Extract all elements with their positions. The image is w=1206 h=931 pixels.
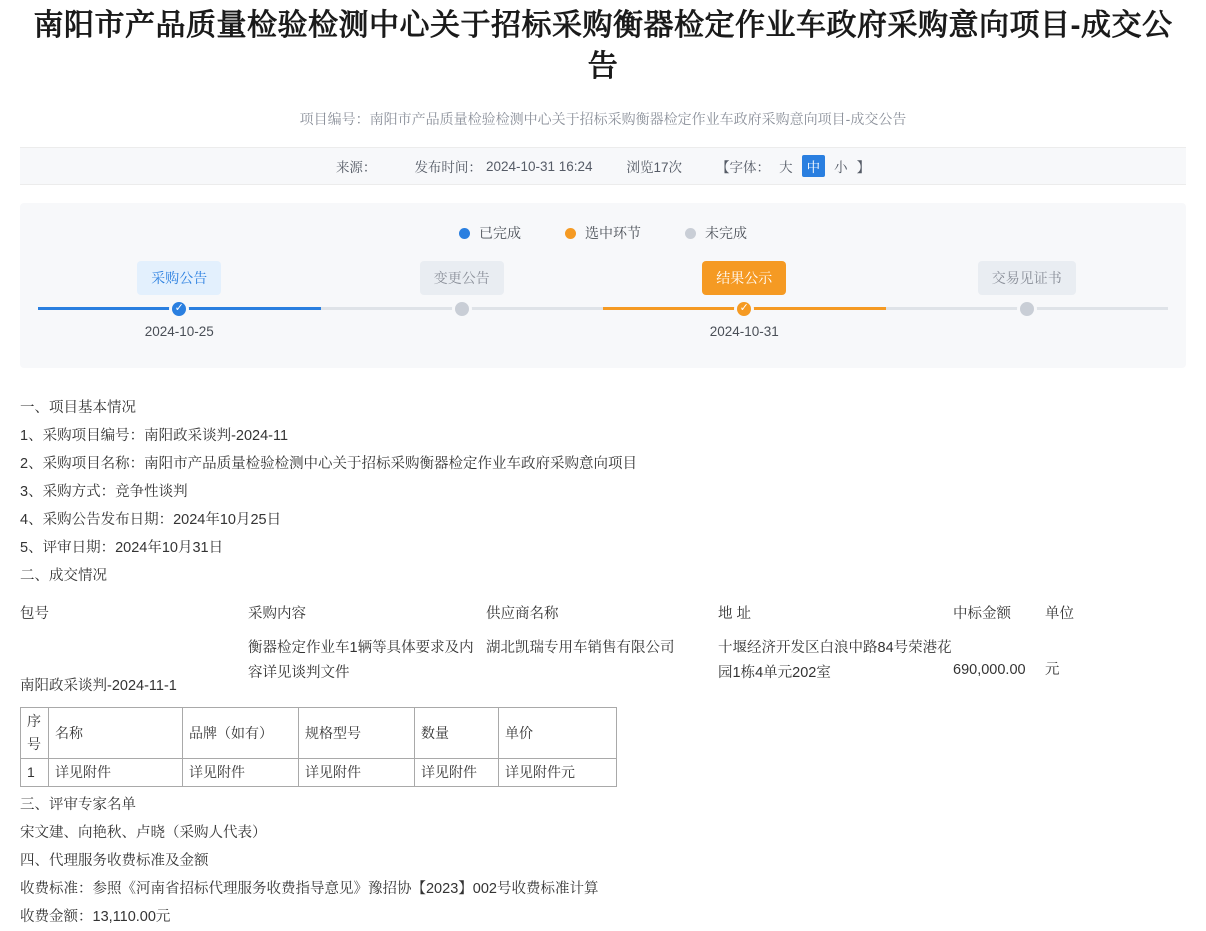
step-chip[interactable]: 交易见证书 bbox=[978, 261, 1076, 295]
font-size-prefix: 【字体： bbox=[716, 160, 771, 175]
legend-dot-icon bbox=[459, 228, 470, 239]
step-chip[interactable]: 采购公告 bbox=[137, 261, 221, 295]
column-header-content: 采购内容 bbox=[248, 606, 306, 622]
circle-icon bbox=[452, 299, 472, 319]
cell-quantity: 详见附件 bbox=[415, 759, 499, 787]
step-procurement-notice[interactable] bbox=[38, 261, 321, 342]
award-table bbox=[20, 598, 1186, 701]
fee-amount-line: 收费金额：13,110.00元 bbox=[20, 909, 171, 925]
column-header-unit: 单位 bbox=[1045, 606, 1074, 622]
check-icon: ✓ bbox=[169, 299, 189, 319]
legend-label: 选中环节 bbox=[585, 225, 641, 241]
step-track bbox=[38, 302, 321, 314]
step-track bbox=[886, 307, 1169, 310]
announcement-tail bbox=[20, 791, 1186, 931]
cell-amount: 690,000.00 bbox=[953, 662, 1026, 678]
column-header-index: 序号 bbox=[21, 708, 49, 759]
section-4-title: 四、代理服务收费标准及金额 bbox=[20, 853, 209, 869]
legend-dot-icon bbox=[685, 228, 696, 239]
table-header-row bbox=[20, 598, 1186, 634]
cell-name: 详见附件 bbox=[49, 759, 183, 787]
cell-spec: 详见附件 bbox=[299, 759, 415, 787]
step-track bbox=[603, 302, 886, 314]
cell-brand: 详见附件 bbox=[183, 759, 299, 787]
legend-item-done bbox=[459, 223, 521, 243]
step-track bbox=[321, 307, 604, 310]
publish-time-value: 2024-10-31 16:24 bbox=[485, 158, 593, 174]
project-name-line: 2、采购项目名称：南阳市产品质量检验检测中心关于招标采购衡器检定作业车政府采购意向项目 bbox=[20, 456, 638, 472]
font-size-medium-button[interactable]: 中 bbox=[802, 155, 826, 177]
expert-list: 宋文建、向艳秋、卢晓（采购人代表） bbox=[20, 825, 267, 841]
step-change-notice[interactable] bbox=[321, 261, 604, 342]
notice-date-line: 4、采购公告发布日期：2024年10月25日 bbox=[20, 512, 282, 528]
section-2-title: 二、成交情况 bbox=[20, 568, 107, 584]
column-header-unit-price: 单价 bbox=[499, 708, 617, 759]
source-group bbox=[336, 156, 381, 176]
circle-icon bbox=[1017, 299, 1037, 319]
fee-standard-line: 收费标准：参照《河南省招标代理服务收费指导意见》豫招协【2023】002号收费标准计算 bbox=[20, 881, 599, 897]
cell-lot: 南阳政采谈判-2024-11-1 bbox=[20, 678, 177, 694]
procurement-method-line: 3、采购方式：竞争性谈判 bbox=[20, 484, 188, 500]
font-size-control bbox=[716, 155, 870, 177]
view-count: 浏览17次 bbox=[626, 160, 683, 175]
announcement-body bbox=[20, 394, 1186, 931]
column-header-quantity: 数量 bbox=[415, 708, 499, 759]
cell-index: 1 bbox=[21, 759, 49, 787]
project-code-line: 1、采购项目编号：南阳政采谈判-2024-11 bbox=[20, 428, 289, 444]
step-date bbox=[321, 324, 604, 342]
font-size-suffix: 】 bbox=[856, 160, 871, 175]
step-date bbox=[886, 324, 1169, 342]
column-header-brand: 品牌（如有） bbox=[183, 708, 299, 759]
progress-legend bbox=[38, 223, 1168, 243]
step-chip[interactable]: 结果公示 bbox=[702, 261, 786, 295]
step-chip[interactable]: 变更公告 bbox=[420, 261, 504, 295]
legend-item-todo bbox=[685, 223, 747, 243]
step-transaction-certificate[interactable] bbox=[886, 261, 1169, 342]
announcement-page bbox=[0, 6, 1206, 931]
column-header-address: 地 址 bbox=[718, 606, 752, 622]
legend-item-current bbox=[565, 223, 641, 243]
font-size-large-button[interactable]: 大 bbox=[779, 160, 793, 175]
column-header-spec: 规格型号 bbox=[299, 708, 415, 759]
project-number-subtitle: 项目编号：南阳市产品质量检验检测中心关于招标采购衡器检定作业车政府采购意向项目-成交公告 bbox=[299, 111, 907, 127]
section-3-title: 三、评审专家名单 bbox=[20, 797, 136, 813]
review-date-line: 5、评审日期：2024年10月31日 bbox=[20, 540, 224, 556]
step-date: 2024-10-25 bbox=[144, 324, 214, 339]
check-icon: ✓ bbox=[734, 299, 754, 319]
publish-time-label: 发布时间： bbox=[414, 160, 482, 175]
table-row bbox=[21, 759, 617, 787]
step-result-announcement[interactable] bbox=[603, 261, 886, 342]
cell-unit: 元 bbox=[1045, 662, 1060, 678]
item-detail-table bbox=[20, 707, 617, 787]
progress-panel bbox=[20, 203, 1186, 368]
publish-time-group bbox=[414, 156, 592, 176]
cell-content: 衡器检定作业车1辆等具体要求及内容详见谈判文件 bbox=[248, 640, 474, 681]
source-label: 来源： bbox=[335, 160, 377, 175]
column-header-supplier: 供应商名称 bbox=[486, 606, 559, 622]
table-header-row bbox=[21, 708, 617, 759]
font-size-small-button[interactable]: 小 bbox=[834, 160, 848, 175]
progress-steps bbox=[38, 261, 1168, 342]
cell-address: 十堰经济开发区白浪中路84号荣港花园1栋4单元202室 bbox=[718, 640, 952, 681]
table-row bbox=[20, 634, 1186, 701]
step-date: 2024-10-31 bbox=[709, 324, 779, 339]
legend-label: 未完成 bbox=[705, 225, 747, 241]
cell-supplier: 湖北凯瑞专用车销售有限公司 bbox=[486, 640, 675, 656]
column-header-name: 名称 bbox=[49, 708, 183, 759]
legend-label: 已完成 bbox=[479, 225, 521, 241]
section-1-title: 一、项目基本情况 bbox=[20, 400, 136, 416]
cell-unit-price: 详见附件元 bbox=[499, 759, 617, 787]
page-title: 南阳市产品质量检验检测中心关于招标采购衡器检定作业车政府采购意向项目-成交公告 bbox=[33, 9, 1173, 83]
meta-bar bbox=[20, 147, 1186, 185]
column-header-amount: 中标金额 bbox=[953, 606, 1011, 622]
column-header-lot: 包号 bbox=[20, 606, 49, 622]
legend-dot-icon bbox=[565, 228, 576, 239]
